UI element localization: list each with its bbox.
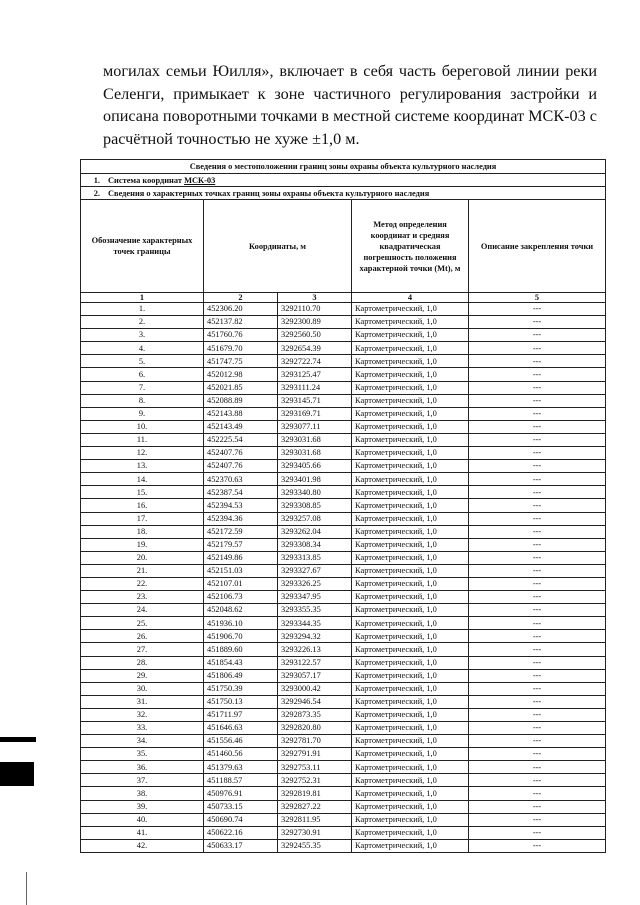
coord-x-cell: 452179.57 (204, 538, 278, 551)
coord-y-cell: 3293125.47 (278, 368, 352, 381)
coord-x-cell: 452151.03 (204, 564, 278, 577)
section2-label: Сведения о характерных точках границ зоны охраны объекта культурного наследия (108, 188, 430, 198)
point-number-cell: 31. (81, 695, 204, 708)
table-row (81, 656, 606, 669)
table-row (81, 407, 606, 420)
table-row (81, 420, 606, 433)
method-cell: Картометрический, 1,0 (352, 787, 469, 800)
coord-y-cell: 3292752.31 (278, 774, 352, 787)
coord-x-cell: 451750.39 (204, 682, 278, 695)
fixing-cell: --- (469, 512, 606, 525)
point-number-cell: 24. (81, 604, 204, 617)
method-cell: Картометрический, 1,0 (352, 748, 469, 761)
point-number-cell: 33. (81, 722, 204, 735)
coord-y-cell: 3293057.17 (278, 669, 352, 682)
margin-mark-block (0, 762, 34, 786)
method-cell: Картометрический, 1,0 (352, 826, 469, 839)
method-cell: Картометрический, 1,0 (352, 551, 469, 564)
point-number-cell: 37. (81, 774, 204, 787)
point-number-cell: 2. (81, 316, 204, 329)
margin-mark-thin (26, 872, 27, 905)
fixing-cell: --- (469, 329, 606, 342)
method-cell: Картометрический, 1,0 (352, 630, 469, 643)
point-number-cell: 3. (81, 329, 204, 342)
point-number-cell: 40. (81, 813, 204, 826)
method-cell: Картометрический, 1,0 (352, 499, 469, 512)
coord-y-cell: 3293122.57 (278, 656, 352, 669)
fixing-cell: --- (469, 407, 606, 420)
coord-x-cell: 450976.91 (204, 787, 278, 800)
point-number-cell: 27. (81, 643, 204, 656)
table-row (81, 381, 606, 394)
point-number-cell: 25. (81, 617, 204, 630)
method-cell: Картометрический, 1,0 (352, 407, 469, 420)
coord-y-cell: 3293355.35 (278, 604, 352, 617)
method-cell: Картометрический, 1,0 (352, 656, 469, 669)
fixing-cell: --- (469, 525, 606, 538)
coord-y-cell: 3293262.04 (278, 525, 352, 538)
point-number-cell: 15. (81, 486, 204, 499)
header-coords: Координаты, м (204, 200, 352, 293)
table-row (81, 774, 606, 787)
point-number-cell: 7. (81, 381, 204, 394)
method-cell: Картометрический, 1,0 (352, 460, 469, 473)
method-cell: Картометрический, 1,0 (352, 813, 469, 826)
coord-y-cell: 3293257.08 (278, 512, 352, 525)
table-row (81, 682, 606, 695)
fixing-cell: --- (469, 447, 606, 460)
coord-x-cell: 451936.10 (204, 617, 278, 630)
table-row (81, 669, 606, 682)
section2-number: 2. (93, 188, 100, 198)
section1-value: МСК-03 (184, 175, 216, 185)
table-row (81, 826, 606, 839)
intro-paragraph: могилах семьи Юилля», включает в себя часть береговой линии реки Селенги, примыкает к зоне частичного регулирования застройки и описана поворотными точками в местной системе координат МСК-03 с расчётной точностью не хуже ±1,0 м. (103, 62, 597, 148)
coord-x-cell: 452143.88 (204, 407, 278, 420)
point-number-cell: 17. (81, 512, 204, 525)
coord-y-cell: 3292560.50 (278, 329, 352, 342)
table-row (81, 303, 606, 316)
coord-x-cell: 452387.54 (204, 486, 278, 499)
method-cell: Картометрический, 1,0 (352, 303, 469, 316)
margin-mark-line (0, 737, 36, 742)
point-number-cell: 26. (81, 630, 204, 643)
fixing-cell: --- (469, 420, 606, 433)
fixing-cell: --- (469, 630, 606, 643)
method-cell: Картометрический, 1,0 (352, 381, 469, 394)
fixing-cell: --- (469, 643, 606, 656)
method-cell: Картометрический, 1,0 (352, 577, 469, 590)
fixing-cell: --- (469, 460, 606, 473)
table-row (81, 604, 606, 617)
coord-x-cell: 452106.73 (204, 591, 278, 604)
coord-y-cell: 3293031.68 (278, 433, 352, 446)
fixing-cell: --- (469, 316, 606, 329)
point-number-cell: 6. (81, 368, 204, 381)
table-row (81, 551, 606, 564)
coord-x-cell: 452048.62 (204, 604, 278, 617)
point-number-cell: 23. (81, 591, 204, 604)
table-row (81, 577, 606, 590)
coord-y-cell: 3292455.35 (278, 839, 352, 852)
fixing-cell: --- (469, 381, 606, 394)
coord-x-cell: 452143.49 (204, 420, 278, 433)
point-number-cell: 14. (81, 473, 204, 486)
coord-x-cell: 452370.63 (204, 473, 278, 486)
coord-y-cell: 3292819.81 (278, 787, 352, 800)
coord-x-cell: 451854.43 (204, 656, 278, 669)
coord-y-cell: 3293327.67 (278, 564, 352, 577)
coord-y-cell: 3292753.11 (278, 761, 352, 774)
coord-x-cell: 451460.56 (204, 748, 278, 761)
table-row (81, 591, 606, 604)
section1-label: Система координат (108, 175, 182, 185)
point-number-cell: 8. (81, 394, 204, 407)
coord-y-cell: 3293000.42 (278, 682, 352, 695)
coord-y-cell: 3292791.91 (278, 748, 352, 761)
fixing-cell: --- (469, 368, 606, 381)
fixing-cell: --- (469, 394, 606, 407)
table-row (81, 342, 606, 355)
point-number-cell: 1. (81, 303, 204, 316)
coord-x-cell: 452306.20 (204, 303, 278, 316)
point-number-cell: 16. (81, 499, 204, 512)
fixing-cell: --- (469, 342, 606, 355)
fixing-cell: --- (469, 538, 606, 551)
fixing-cell: --- (469, 787, 606, 800)
coord-x-cell: 450622.16 (204, 826, 278, 839)
fixing-cell: --- (469, 656, 606, 669)
coordinate-system-row (81, 174, 606, 187)
method-cell: Картометрический, 1,0 (352, 525, 469, 538)
coord-y-cell: 3293145.71 (278, 394, 352, 407)
coord-y-cell: 3293326.25 (278, 577, 352, 590)
method-cell: Картометрический, 1,0 (352, 394, 469, 407)
table-row (81, 368, 606, 381)
coord-x-cell: 452172.59 (204, 525, 278, 538)
fixing-cell: --- (469, 604, 606, 617)
point-number-cell: 9. (81, 407, 204, 420)
table-caption: Сведения о местоположении границ зоны охраны объекта культурного наследия (81, 160, 606, 174)
table-row (81, 787, 606, 800)
coord-y-cell: 3292781.70 (278, 735, 352, 748)
fixing-cell: --- (469, 735, 606, 748)
point-number-cell: 42. (81, 839, 204, 852)
coord-x-cell: 451188.57 (204, 774, 278, 787)
fixing-cell: --- (469, 682, 606, 695)
point-number-cell: 38. (81, 787, 204, 800)
points-section-row (81, 187, 606, 200)
point-number-cell: 36. (81, 761, 204, 774)
table-row (81, 630, 606, 643)
coord-x-cell: 450690.74 (204, 813, 278, 826)
section1-number: 1. (93, 175, 100, 185)
point-number-cell: 11. (81, 433, 204, 446)
table-row (81, 748, 606, 761)
method-cell: Картометрический, 1,0 (352, 735, 469, 748)
point-number-cell: 21. (81, 564, 204, 577)
coord-y-cell: 3293308.85 (278, 499, 352, 512)
coord-x-cell: 451646.63 (204, 722, 278, 735)
table-row (81, 329, 606, 342)
fixing-cell: --- (469, 577, 606, 590)
fixing-cell: --- (469, 433, 606, 446)
coord-x-cell: 452021.85 (204, 381, 278, 394)
coord-x-cell: 450633.17 (204, 839, 278, 852)
coord-x-cell: 451379.63 (204, 761, 278, 774)
coord-x-cell: 452107.01 (204, 577, 278, 590)
coord-y-cell: 3293077.11 (278, 420, 352, 433)
method-cell: Картометрический, 1,0 (352, 538, 469, 551)
coord-y-cell: 3293308.34 (278, 538, 352, 551)
table-row (81, 761, 606, 774)
coord-x-cell: 451747.75 (204, 355, 278, 368)
coord-y-cell: 3292110.70 (278, 303, 352, 316)
fixing-cell: --- (469, 617, 606, 630)
table-row (81, 499, 606, 512)
table-row (81, 735, 606, 748)
table-row (81, 355, 606, 368)
point-number-cell: 22. (81, 577, 204, 590)
table-row (81, 473, 606, 486)
fixing-cell: --- (469, 591, 606, 604)
coord-y-cell: 3292654.39 (278, 342, 352, 355)
point-number-cell: 34. (81, 735, 204, 748)
method-cell: Картометрический, 1,0 (352, 839, 469, 852)
coord-x-cell: 452012.98 (204, 368, 278, 381)
table-row (81, 839, 606, 852)
index-5: 5 (469, 293, 606, 303)
point-number-cell: 41. (81, 826, 204, 839)
point-number-cell: 5. (81, 355, 204, 368)
header-point: Обозначение характерных точек границы (81, 200, 204, 293)
coord-y-cell: 3292827.22 (278, 800, 352, 813)
method-cell: Картометрический, 1,0 (352, 617, 469, 630)
coord-x-cell: 451679.70 (204, 342, 278, 355)
coord-x-cell: 452149.86 (204, 551, 278, 564)
coord-y-cell: 3293169.71 (278, 407, 352, 420)
method-cell: Картометрический, 1,0 (352, 722, 469, 735)
fixing-cell: --- (469, 551, 606, 564)
coord-y-cell: 3292300.89 (278, 316, 352, 329)
method-cell: Картометрический, 1,0 (352, 447, 469, 460)
method-cell: Картометрический, 1,0 (352, 473, 469, 486)
boundary-points-table (80, 159, 606, 853)
coord-x-cell: 452137.82 (204, 316, 278, 329)
index-1: 1 (81, 293, 204, 303)
method-cell: Картометрический, 1,0 (352, 342, 469, 355)
coord-x-cell: 451556.46 (204, 735, 278, 748)
method-cell: Картометрический, 1,0 (352, 329, 469, 342)
table-row (81, 813, 606, 826)
point-number-cell: 35. (81, 748, 204, 761)
method-cell: Картометрический, 1,0 (352, 591, 469, 604)
coord-y-cell: 3293294.32 (278, 630, 352, 643)
coord-x-cell: 450733.15 (204, 800, 278, 813)
table-row (81, 722, 606, 735)
table-row (81, 708, 606, 721)
method-cell: Картометрический, 1,0 (352, 682, 469, 695)
fixing-cell: --- (469, 473, 606, 486)
coord-x-cell: 452088.89 (204, 394, 278, 407)
coord-x-cell: 451889.60 (204, 643, 278, 656)
table-row (81, 512, 606, 525)
method-cell: Картометрический, 1,0 (352, 316, 469, 329)
coord-x-cell: 451711.97 (204, 708, 278, 721)
method-cell: Картометрический, 1,0 (352, 355, 469, 368)
coord-y-cell: 3293405.66 (278, 460, 352, 473)
table-row (81, 643, 606, 656)
coord-y-cell: 3292946.54 (278, 695, 352, 708)
fixing-cell: --- (469, 303, 606, 316)
method-cell: Картометрический, 1,0 (352, 512, 469, 525)
coord-x-cell: 452394.53 (204, 499, 278, 512)
fixing-cell: --- (469, 748, 606, 761)
coord-x-cell: 452225.54 (204, 433, 278, 446)
table-row (81, 460, 606, 473)
method-cell: Картометрический, 1,0 (352, 761, 469, 774)
coord-x-cell: 451750.13 (204, 695, 278, 708)
coord-y-cell: 3292873.35 (278, 708, 352, 721)
table-row (81, 695, 606, 708)
header-method: Метод определения координат и средняя квадратическая погрешность положения характерной точки (Mt), м (352, 200, 469, 293)
method-cell: Картометрический, 1,0 (352, 643, 469, 656)
coord-x-cell: 452407.76 (204, 447, 278, 460)
index-3: 3 (278, 293, 352, 303)
method-cell: Картометрический, 1,0 (352, 420, 469, 433)
fixing-cell: --- (469, 800, 606, 813)
coord-x-cell: 451806.49 (204, 669, 278, 682)
method-cell: Картометрический, 1,0 (352, 486, 469, 499)
method-cell: Картометрический, 1,0 (352, 564, 469, 577)
fixing-cell: --- (469, 486, 606, 499)
point-number-cell: 29. (81, 669, 204, 682)
method-cell: Картометрический, 1,0 (352, 604, 469, 617)
coord-y-cell: 3293344.35 (278, 617, 352, 630)
coord-y-cell: 3293111.24 (278, 381, 352, 394)
point-number-cell: 10. (81, 420, 204, 433)
point-number-cell: 12. (81, 447, 204, 460)
coord-y-cell: 3293313.85 (278, 551, 352, 564)
index-4: 4 (352, 293, 469, 303)
header-fixing: Описание закрепления точки (469, 200, 606, 293)
table-row (81, 316, 606, 329)
fixing-cell: --- (469, 499, 606, 512)
point-number-cell: 39. (81, 800, 204, 813)
method-cell: Картометрический, 1,0 (352, 800, 469, 813)
index-2: 2 (204, 293, 278, 303)
coord-y-cell: 3292820.80 (278, 722, 352, 735)
method-cell: Картометрический, 1,0 (352, 774, 469, 787)
fixing-cell: --- (469, 669, 606, 682)
method-cell: Картометрический, 1,0 (352, 433, 469, 446)
fixing-cell: --- (469, 564, 606, 577)
table-row (81, 447, 606, 460)
method-cell: Картометрический, 1,0 (352, 708, 469, 721)
fixing-cell: --- (469, 839, 606, 852)
point-number-cell: 32. (81, 708, 204, 721)
table-row (81, 800, 606, 813)
fixing-cell: --- (469, 708, 606, 721)
point-number-cell: 28. (81, 656, 204, 669)
point-number-cell: 19. (81, 538, 204, 551)
method-cell: Картометрический, 1,0 (352, 368, 469, 381)
coord-y-cell: 3292722.74 (278, 355, 352, 368)
method-cell: Картометрический, 1,0 (352, 695, 469, 708)
table-row (81, 525, 606, 538)
point-number-cell: 18. (81, 525, 204, 538)
table-row (81, 433, 606, 446)
coord-x-cell: 451906.70 (204, 630, 278, 643)
fixing-cell: --- (469, 761, 606, 774)
table-row (81, 486, 606, 499)
coord-x-cell: 451760.76 (204, 329, 278, 342)
fixing-cell: --- (469, 826, 606, 839)
point-number-cell: 4. (81, 342, 204, 355)
point-number-cell: 20. (81, 551, 204, 564)
fixing-cell: --- (469, 774, 606, 787)
coord-y-cell: 3292811.95 (278, 813, 352, 826)
coord-y-cell: 3293401.98 (278, 473, 352, 486)
table-row (81, 394, 606, 407)
coord-y-cell: 3293031.68 (278, 447, 352, 460)
coord-x-cell: 452407.76 (204, 460, 278, 473)
coord-y-cell: 3292730.91 (278, 826, 352, 839)
table-row (81, 564, 606, 577)
coord-y-cell: 3293226.13 (278, 643, 352, 656)
coord-y-cell: 3293340.80 (278, 486, 352, 499)
table-row (81, 538, 606, 551)
fixing-cell: --- (469, 355, 606, 368)
coord-y-cell: 3293347.95 (278, 591, 352, 604)
fixing-cell: --- (469, 722, 606, 735)
table-row (81, 617, 606, 630)
point-number-cell: 30. (81, 682, 204, 695)
method-cell: Картометрический, 1,0 (352, 669, 469, 682)
point-number-cell: 13. (81, 460, 204, 473)
fixing-cell: --- (469, 813, 606, 826)
fixing-cell: --- (469, 695, 606, 708)
coord-x-cell: 452394.36 (204, 512, 278, 525)
